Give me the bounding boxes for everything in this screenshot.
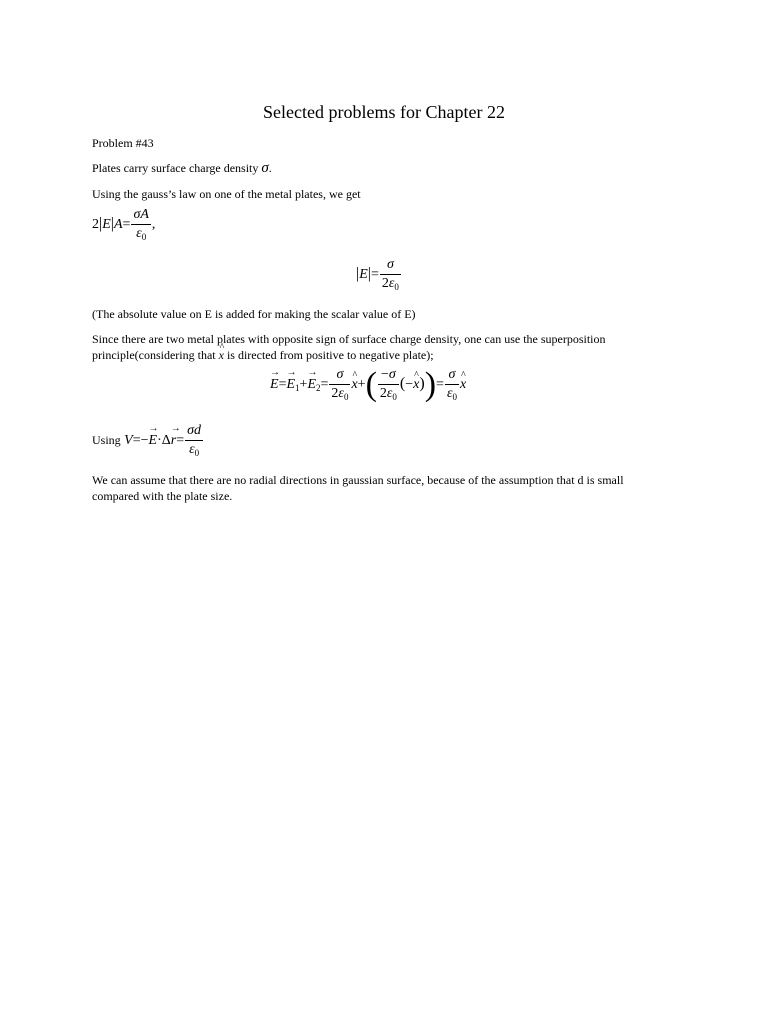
paragraph-gauss: Using the gauss’s law on one of the metal plates, we get xyxy=(92,187,361,201)
sigma-symbol: σ xyxy=(261,160,269,176)
equation-gauss-law: 2|E|A= $\frac{\sigma A}{\varepsilon_0}$ , xyxy=(92,207,156,242)
using-label: Using xyxy=(92,433,121,448)
equation-superposition: → $E=\to E_1+\to E_2=$ $\frac{\sigma}{2\varepsilon_0}$ ^ x+( $\frac{-\sigma}{2\varepsilon_0}$ (−^ x))= $\frac{\sigma}{\varepsilon_0}$ ^ x xyxy=(270,368,466,402)
superposition-line-2b: is directed from positive to negative plate); xyxy=(226,348,434,362)
equation-potential: Using V=−→ E·Δ→ r= $\frac{\sigma d}{\varepsilon_0}$ xyxy=(92,424,204,458)
paragraph-charge-density: Plates carry surface charge density σ. xyxy=(92,160,272,176)
problem-label: Problem #43 xyxy=(92,136,154,150)
paragraph-conclusion xyxy=(92,472,677,504)
paragraph-absolute-note: (The absolute value on E is added for making the scalar value of E) xyxy=(92,307,416,321)
x-hat-symbol: ^ x xyxy=(219,347,224,363)
charge-density-text: Plates carry surface charge density xyxy=(92,161,259,175)
superposition-line-2a: principle(considering that xyxy=(92,348,216,362)
conclusion-line-2: compared with the plate size. xyxy=(92,489,233,503)
conclusion-line-1: We can assume that there are no radial directions in gaussian surface, because of the assumption that d is small xyxy=(92,473,624,487)
superposition-line-1: Since there are two metal plates with opposite sign of surface charge density, one can use the superposition xyxy=(92,332,606,346)
paragraph-superposition xyxy=(92,331,677,363)
page-title: Selected problems for Chapter 22 xyxy=(263,102,505,122)
equation-field-magnitude: |E|= $\frac{\sigma}{2\varepsilon_0}$ xyxy=(356,257,399,292)
